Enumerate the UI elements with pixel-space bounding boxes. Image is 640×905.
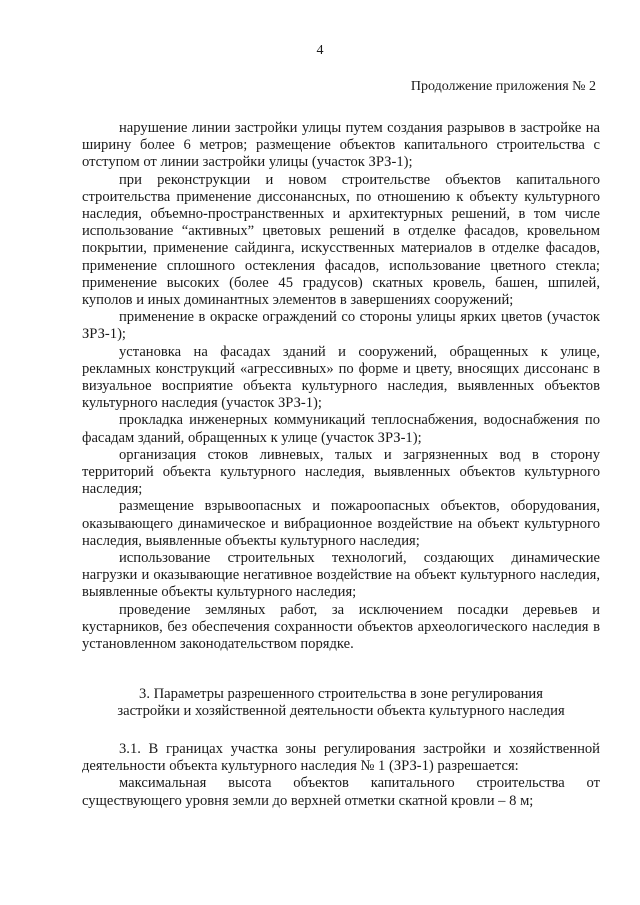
paragraph: проведение земляных работ, за исключением посадки деревьев и кустарников, без обеспечения сохранности объектов археологического наследия в установленном законодательством порядке. xyxy=(82,601,600,653)
page-number: 4 xyxy=(316,43,324,58)
appendix-continuation-note: Продолжение приложения № 2 xyxy=(410,79,596,94)
section-heading-line: застройки и хозяйственной деятельности объекта культурного наследия xyxy=(117,703,565,720)
paragraph: использование строительных технологий, создающих динамические нагрузки и оказывающие негативное воздействие на объект культурного наследия, выявленные объекты культурного наследия; xyxy=(82,550,600,601)
paragraph: прокладка инженерных коммуникаций теплоснабжения, водоснабжения по фасадам зданий, обращенных к улице (участок ЗРЗ-1); xyxy=(82,412,600,446)
permitted-parameters xyxy=(82,741,600,810)
paragraph: при реконструкции и новом строительстве объектов капитального строительства применение диссонансных, по отношению к объекту культурного наследия, объемно-пространственных и архитектурных решений, в том числе использование “активных” цветовых решений в отделке фасадов, кровельном покрытии, применение сайдинга, искусственных материалов в отделке фасадов, применение сплошного остекления фасадов, использование цветного стекла; применение высоких (более 45 градусов) скатных кровель, башен, шпилей, куполов и иных доминантных элементов в завершениях сооружений; xyxy=(82,171,600,309)
paragraph: нарушение линии застройки улицы путем создания разрывов в застройке на ширину более 6 метров; размещение объектов капитального строительства с отступом от линии застройки улицы (участок ЗРЗ-1); xyxy=(82,120,600,171)
restrictions-list xyxy=(82,120,600,653)
paragraph: размещение взрывоопасных и пожароопасных объектов, оборудования, оказывающего динамическое и вибрационное воздействие на объект культурного наследия, выявленные объекты культурного наследия; xyxy=(82,498,600,549)
paragraph: максимальная высота объектов капитального строительства от существующего уровня земли до верхней отметки скатной кровли – 8 м; xyxy=(82,775,600,809)
paragraph: 3.1. В границах участка зоны регулирования застройки и хозяйственной деятельности объекта культурного наследия № 1 (ЗРЗ-1) разрешается: xyxy=(82,741,600,775)
section-heading xyxy=(82,686,600,720)
section-heading-line: 3. Параметры разрешенного строительства в зоне регулирования xyxy=(139,686,543,702)
paragraph: установка на фасадах зданий и сооружений, обращенных к улице, рекламных конструкций «агрессивных» по форме и цвету, вносящих диссонанс в визуальное восприятие объекта культурного наследия, выявленных объектов культурного наследия (участок ЗРЗ-1); xyxy=(82,343,600,412)
paragraph: применение в окраске ограждений со стороны улицы ярких цветов (участок ЗРЗ-1); xyxy=(82,309,600,343)
paragraph: организация стоков ливневых, талых и загрязненных вод в сторону территорий объекта культурного наследия, выявленных объектов культурного наследия; xyxy=(82,446,600,498)
